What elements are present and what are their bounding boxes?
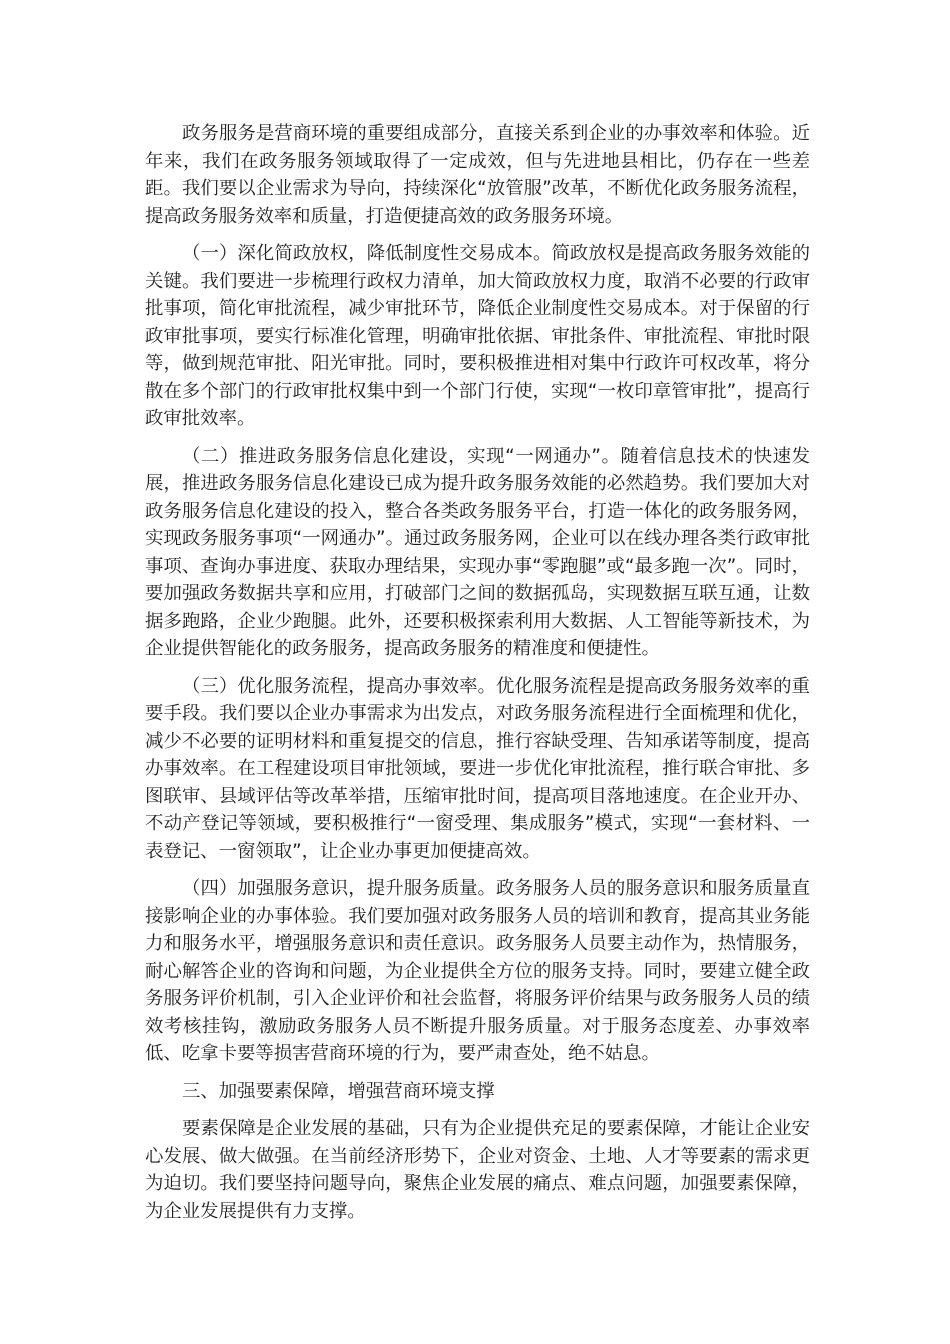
document-body [145,120,810,1235]
paragraph-section-1: （一）深化简政放权，降低制度性交易成本。简政放权是提高政务服务效能的关键。我们要进一步梳理行政权力清单，加大简政放权力度，取消不必要的行政审批事项，简化审批流程，减少审批环节，降低企业制度性交易成本。对于保留的行政审批事项，要实行标准化管理，明确审批依据、审批条件、审批流程、审批时限等，做到规范审批、阳光审批。同时，要积极推进相对集中行政许可权改革，将分散在多个部门的行政审批权集中到一个部门行使，实现“一枚印章管审批”，提高行政审批效率。 [145,243,810,429]
paragraph-section-4: （四）加强服务意识，提升服务质量。政务服务人员的服务意识和服务质量直接影响企业的办事体验。我们要加强对政务服务人员的培训和教育，提高其业务能力和服务水平，增强服务意识和责任意识。政务服务人员要主动作为，热情服务，耐心解答企业的咨询和问题，为企业提供全方位的服务支持。同时，要建立健全政务服务评价机制，引入企业评价和社会监督，将服务评价结果与政务服务人员的绩效考核挂钩，激励政务服务人员不断提升服务质量。对于服务态度差、办事效率低、吃拿卡要等损害营商环境的行为，要严肃查处，绝不姑息。 [145,878,810,1064]
section-heading: 三、加强要素保障，增强营商环境支撑 [182,1080,495,1102]
paragraph-intro: 政务服务是营商环境的重要组成部分，直接关系到企业的办事效率和体验。近年来，我们在政务服务领域取得了一定成效，但与先进地县相比，仍存在一些差距。我们要以企业需求为导向，持续深化“放管服”改革，不断优化政务服务流程，提高政务服务效率和质量，打造便捷高效的政务服务环境。 [145,123,810,227]
paragraph-closing: 要素保障是企业发展的基础，只有为企业提供充足的要素保障，才能让企业安心发展、做大做强。在当前经济形势下，企业对资金、土地、人才等要素的需求更为迫切。我们要坚持问题导向，聚焦企业发展的痛点、难点问题，加强要素保障，为企业发展提供有力支撑。 [145,1118,810,1222]
paragraph-section-3: （三）优化服务流程，提高办事效率。优化服务流程是提高政务服务效率的重要手段。我们要以企业办事需求为出发点，对政务服务流程进行全面梳理和优化，减少不必要的证明材料和重复提交的信息，推行容缺受理、告知承诺等制度，提高办事效率。在工程建设项目审批领域，要进一步优化审批流程，推行联合审批、多图联审、县域评估等改革举措，压缩审批时间，提高项目落地速度。在企业开办、不动产登记等领域，要积极推行“一窗受理、集成服务”模式，实现“一套材料、一表登记、一窗领取”，让企业办事更加便捷高效。 [145,675,810,862]
paragraph-section-2: （二）推进政务服务信息化建设，实现“一网通办”。随着信息技术的快速发展，推进政务服务信息化建设已成为提升政务服务效能的必然趋势。我们要加大对政务服务信息化建设的投入，整合各类政务服务平台，打造一体化的政务服务网，实现政务服务事项“一网通办”。通过政务服务网，企业可以在线办理各类行政审批事项、查询办事进度、获取办理结果，实现办事“零跑腿”或“最多跑一次”。同时，要加强政务数据共享和应用，打破部门之间的数据孤岛，实现数据互联互通，让数据多跑路，企业少跑腿。此外，还要积极探索利用大数据、人工智能等新技术，为企业提供智能化的政务服务，提高政务服务的精准度和便捷性。 [145,445,810,659]
